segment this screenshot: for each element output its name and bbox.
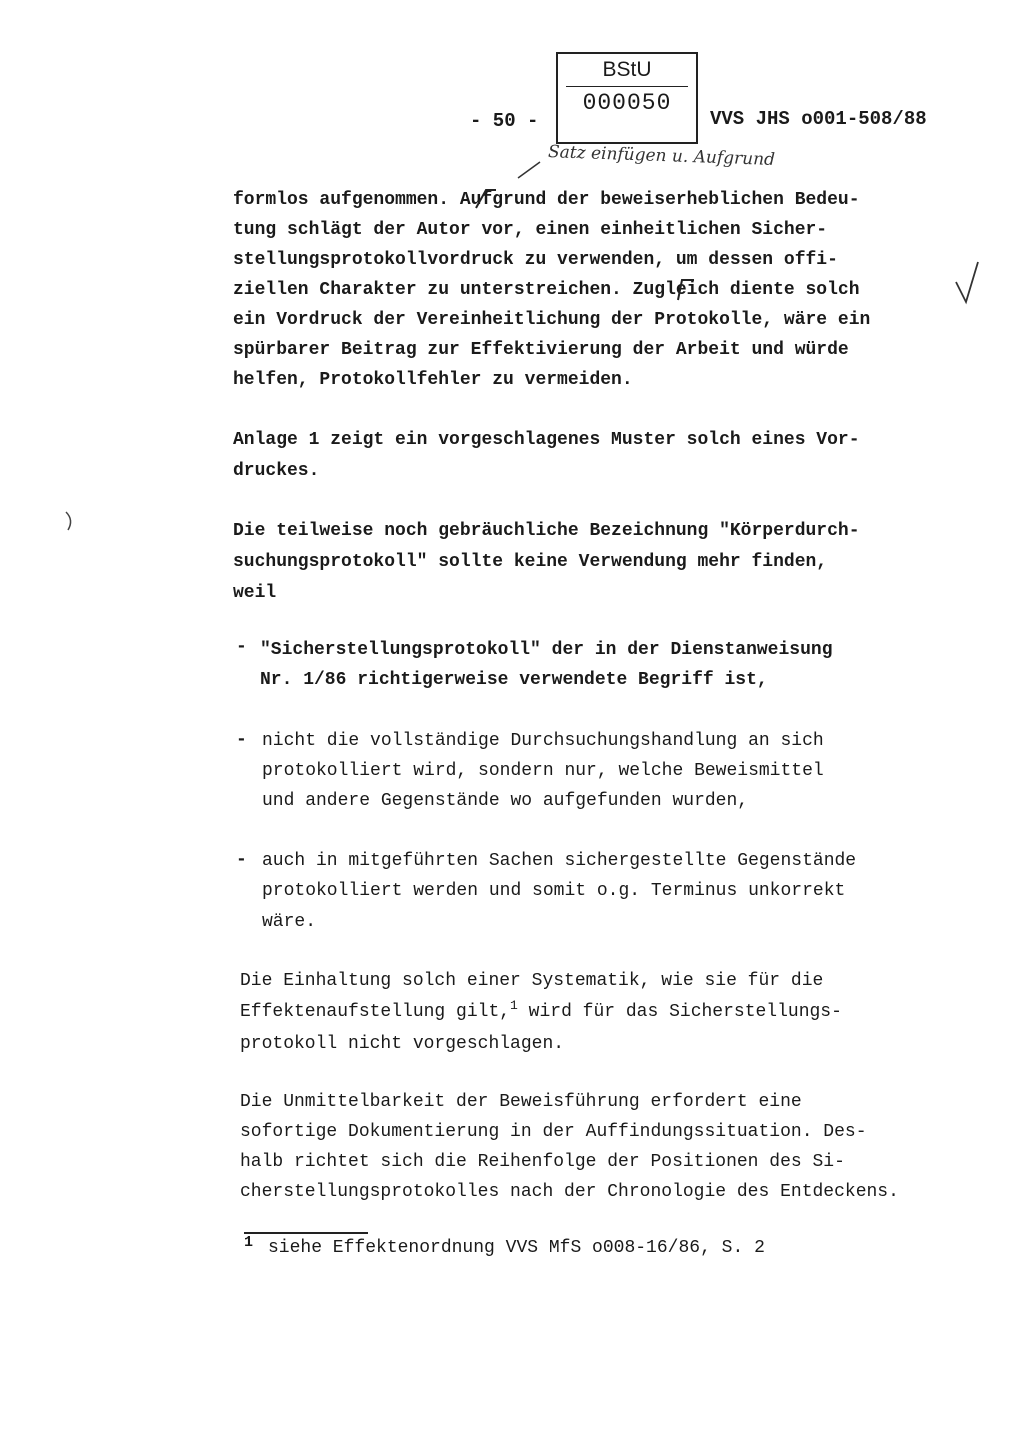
footnote-reference: 1 [510,998,518,1013]
footnote-rule [244,1232,368,1234]
text-line: halb richtet sich die Reihenfolge der Positionen des Si- [240,1152,845,1172]
text-line: spürbarer Beitrag zur Effektivierung der Arbeit und würde [233,340,849,360]
bullet-dash: - [236,637,247,657]
document-reference: VVS JHS o001-508/88 [710,108,927,130]
text-line: druckes. [233,461,320,481]
text-line: stellungsprotokollvordruck zu verwenden, um dessen offi- [233,250,838,270]
text-line: tung schlägt der Autor vor, einen einheitlichen Sicher- [233,220,828,240]
text-line: cherstellungsprotokolles nach der Chronologie des Entdeckens. [240,1182,899,1202]
text-line: Die Unmittelbarkeit der Beweisführung erfordert eine [240,1092,802,1112]
text-line: wäre. [262,912,317,932]
text-line: "Sicherstellungsprotokoll" der in der Dienstanweisung [260,640,833,660]
handwritten-annotation: Satz einfügen u. Aufgrund [547,142,776,170]
text-line: Nr. 1/86 richtigerweise verwendete Begriff ist, [260,670,768,690]
text-line: ziellen Charakter zu unterstreichen. Zugleich diente solch [233,280,860,300]
page-number: - 50 - [470,110,539,132]
text-line: weil [233,583,277,603]
text-line: Die Einhaltung solch einer Systematik, wie sie für die [240,971,824,991]
text-line: auch in mitgeführten Sachen sichergestellte Gegenstände [262,851,857,871]
text-segment: wird für das Sicherstellungs- [517,1002,842,1022]
text-line: sofortige Dokumentierung in der Auffindungssituation. Des- [240,1122,867,1142]
text-line: protokolliert werden und somit o.g. Terminus unkorrekt [262,881,846,901]
footnote-text: siehe Effektenordnung VVS MfS o008-16/86, S. 2 [268,1238,765,1258]
text-line: formlos aufgenommen. Aufgrund der beweiserheblichen Bedeu- [233,190,860,210]
text-line: und andere Gegenstände wo aufgefunden wurden, [262,791,749,811]
archive-stamp [556,52,698,144]
footnote-number: 1 [244,1234,254,1251]
stamp-number: 000050 [582,90,672,116]
bullet-dash: - [236,730,247,750]
stamp-label: BStU [602,58,652,81]
annotation-arrow [518,162,540,178]
text-line [240,997,1000,1028]
text-line: ein Vordruck der Vereinheitlichung der Protokolle, wäre ein [233,310,871,330]
stamp-divider [566,86,688,87]
text-line: nicht die vollständige Durchsuchungshandlung an sich [262,731,824,751]
text-line: Die teilweise noch gebräuchliche Bezeichnung "Körperdurch- [233,521,860,541]
text-segment: Effektenaufstellung gilt, [240,1002,511,1022]
bullet-dash: - [236,850,247,870]
margin-mark [66,512,71,530]
text-line: protokoll nicht vorgeschlagen. [240,1034,565,1054]
text-line: helfen, Protokollfehler zu vermeiden. [233,370,633,390]
text-line: suchungsprotokoll" sollte keine Verwendung mehr finden, [233,552,828,572]
text-line: Anlage 1 zeigt ein vorgeschlagenes Muster solch eines Vor- [233,430,860,450]
text-line: protokolliert wird, sondern nur, welche Beweismittel [262,761,824,781]
